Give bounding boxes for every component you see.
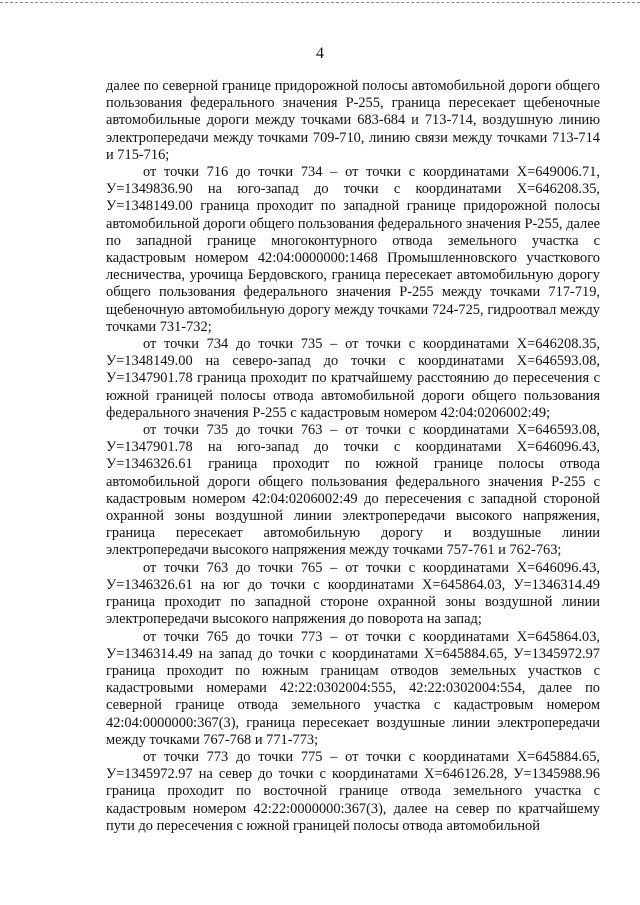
paragraph-3: от точки 734 до точки 735 – от точки с координатами X=646208.35, У=1348149.00 на северо-запад до точки с координатами X=646593.08, У=1347901.78 граница проходит по кратчайшему расстоянию до пересечения с южной границей полосы отвода автомобильной дороги общего пользования федерального значения Р-255 с кадастровым номером 42:04:0206002:49; (106, 336, 600, 421)
document-body (106, 78, 600, 835)
paragraph-2: от точки 716 до точки 734 – от точки с координатами X=649006.71, У=1349836.90 на юго-запад до точки с координатами X=646208.35, У=1348149.00 граница проходит по западной границе придорожной полосы автомобильной дороги общего пользования федерального значения Р-255, далее по западной границе многоконтурного отвода земельного участка с кадастровым номером 42:04:0000000:1468 Промышленновского участкового лесничества, урочища Бердовского, граница пересекает автомобильную дорогу общего пользования федерального значения Р-255 между точками 717-719, щебеночную автомобильную дорогу между точками 724-725, гидроотвал между точками 731-732; (106, 164, 600, 335)
paragraph-6: от точки 765 до точки 773 – от точки с координатами X=645864.03, У=1346314.49 на запад до точки с координатами X=645884.65, У=1345972.97 граница проходит по южным границам отводов земельных участков с кадастровыми номерами 42:22:0302004:555, 42:22:0302004:554, далее по северной границе отвода земельного участка с кадастровым номером 42:04:0000000:367(3), граница пересекает воздушные линии электропередачи между точками 767-768 и 771-773; (106, 628, 600, 748)
page-number: 4 (316, 45, 324, 62)
paragraph-7: от точки 773 до точки 775 – от точки с координатами X=645884.65, У=1345972.97 на север до точки с координатами X=646126.28, У=1345988.96 граница проходит по восточной границе отвода земельного участка с кадастровым номером 42:22:0000000:367(3), далее на север по кратчайшему пути до пересечения с южной границей полосы отвода автомобильной (106, 748, 600, 834)
paragraph-1: далее по северной границе придорожной полосы автомобильной дороги общего пользования федерального значения Р-255, граница пересекает щебеночные автомобильные дороги между точками 683-684 и 713-714, воздушную линию электропередачи между точками 709-710, линию связи между точками 713-714 и 715-716; (106, 78, 600, 163)
top-scan-edge (0, 2, 640, 3)
paragraph-4: от точки 735 до точки 763 – от точки с координатами X=646593.08, У=1347901.78 на юго-запад до точки с координатами X=646096.43, У=1346326.61 граница проходит по южной границе полосы отвода автомобильной дороги общего пользования федерального значения Р-255 с кадастровым номером 42:04:0206002:49 до пересечения с западной стороной охранной зоны воздушной линии электропередачи высокого напряжения, граница пересекает автомобильную дорогу и воздушные линии электропередачи высокого напряжения между точками 757-761 и 762-763; (106, 422, 600, 559)
paragraph-5: от точки 763 до точки 765 – от точки с координатами X=646096.43, У=1346326.61 на юг до точки с координатами X=645864.03, У=1346314.49 граница проходит по западной стороне охранной зоны воздушной линии электропередачи высокого напряжения до поворота на запад; (106, 559, 600, 628)
